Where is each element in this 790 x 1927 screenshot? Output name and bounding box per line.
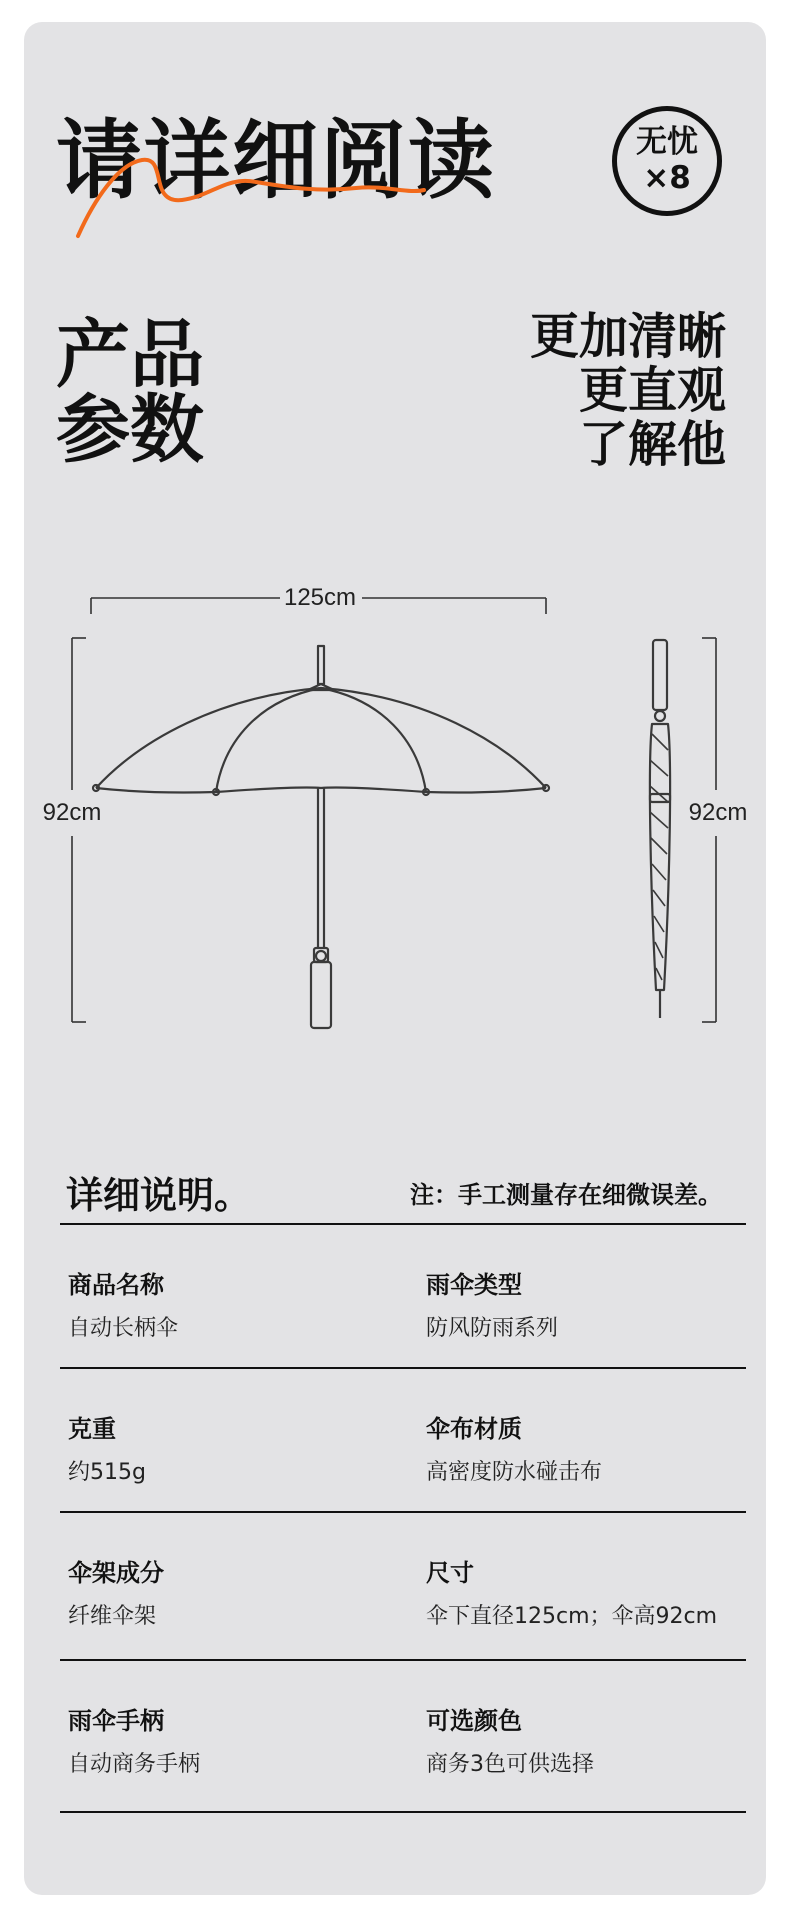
spec-label: 雨伞手柄 xyxy=(68,1707,164,1735)
measurement-note: 注：手工测量存在细微误差。 xyxy=(410,1181,722,1209)
width-label: 125cm xyxy=(283,584,357,611)
spec-label: 伞架成分 xyxy=(68,1559,164,1587)
spec-label: 商品名称 xyxy=(68,1271,164,1299)
page-title: 请详细阅读 xyxy=(56,111,496,211)
closed-height-label: 92cm xyxy=(688,799,748,826)
spec-value: 防风防雨系列 xyxy=(426,1316,559,1341)
spec-label: 可选颜色 xyxy=(426,1707,522,1735)
right-height-bracket xyxy=(702,638,716,1022)
spec-value: 伞下直径125cm；伞高92cm xyxy=(426,1604,718,1629)
left-height-bracket xyxy=(72,638,86,1022)
open-umbrella-illustration xyxy=(93,646,549,1028)
section-heading-line-2: 参数 xyxy=(56,387,204,474)
spec-row xyxy=(60,1369,746,1509)
closed-umbrella-illustration xyxy=(650,640,670,1018)
section-heading-line-1: 产品 xyxy=(56,312,204,398)
spec-label: 克重 xyxy=(68,1415,116,1443)
spec-label: 雨伞类型 xyxy=(426,1271,522,1299)
spec-value: 约515g xyxy=(68,1460,146,1485)
tagline-line-1: 更加清晰 xyxy=(529,308,726,365)
spec-value: 自动长柄伞 xyxy=(68,1316,179,1341)
tagline-line-2: 更直观 xyxy=(578,361,726,419)
spec-value: 商务3色可供选择 xyxy=(426,1752,594,1777)
badge-line-1: 无忧 xyxy=(636,124,698,161)
spec-value: 高密度防水碰击布 xyxy=(426,1460,603,1485)
spec-row xyxy=(60,1513,746,1653)
details-header: 详细说明。 xyxy=(66,1174,251,1217)
open-height-label: 92cm xyxy=(42,799,102,826)
divider xyxy=(60,1811,746,1813)
spec-label: 伞布材质 xyxy=(426,1415,522,1443)
spec-label: 尺寸 xyxy=(426,1559,474,1587)
spec-row xyxy=(60,1661,746,1801)
spec-value: 纤维伞架 xyxy=(68,1604,157,1629)
spec-row xyxy=(60,1225,746,1365)
spec-value: 自动商务手柄 xyxy=(68,1752,201,1777)
badge-line-2: ×8 xyxy=(643,160,691,196)
tagline-line-3: 了解他 xyxy=(578,415,726,473)
